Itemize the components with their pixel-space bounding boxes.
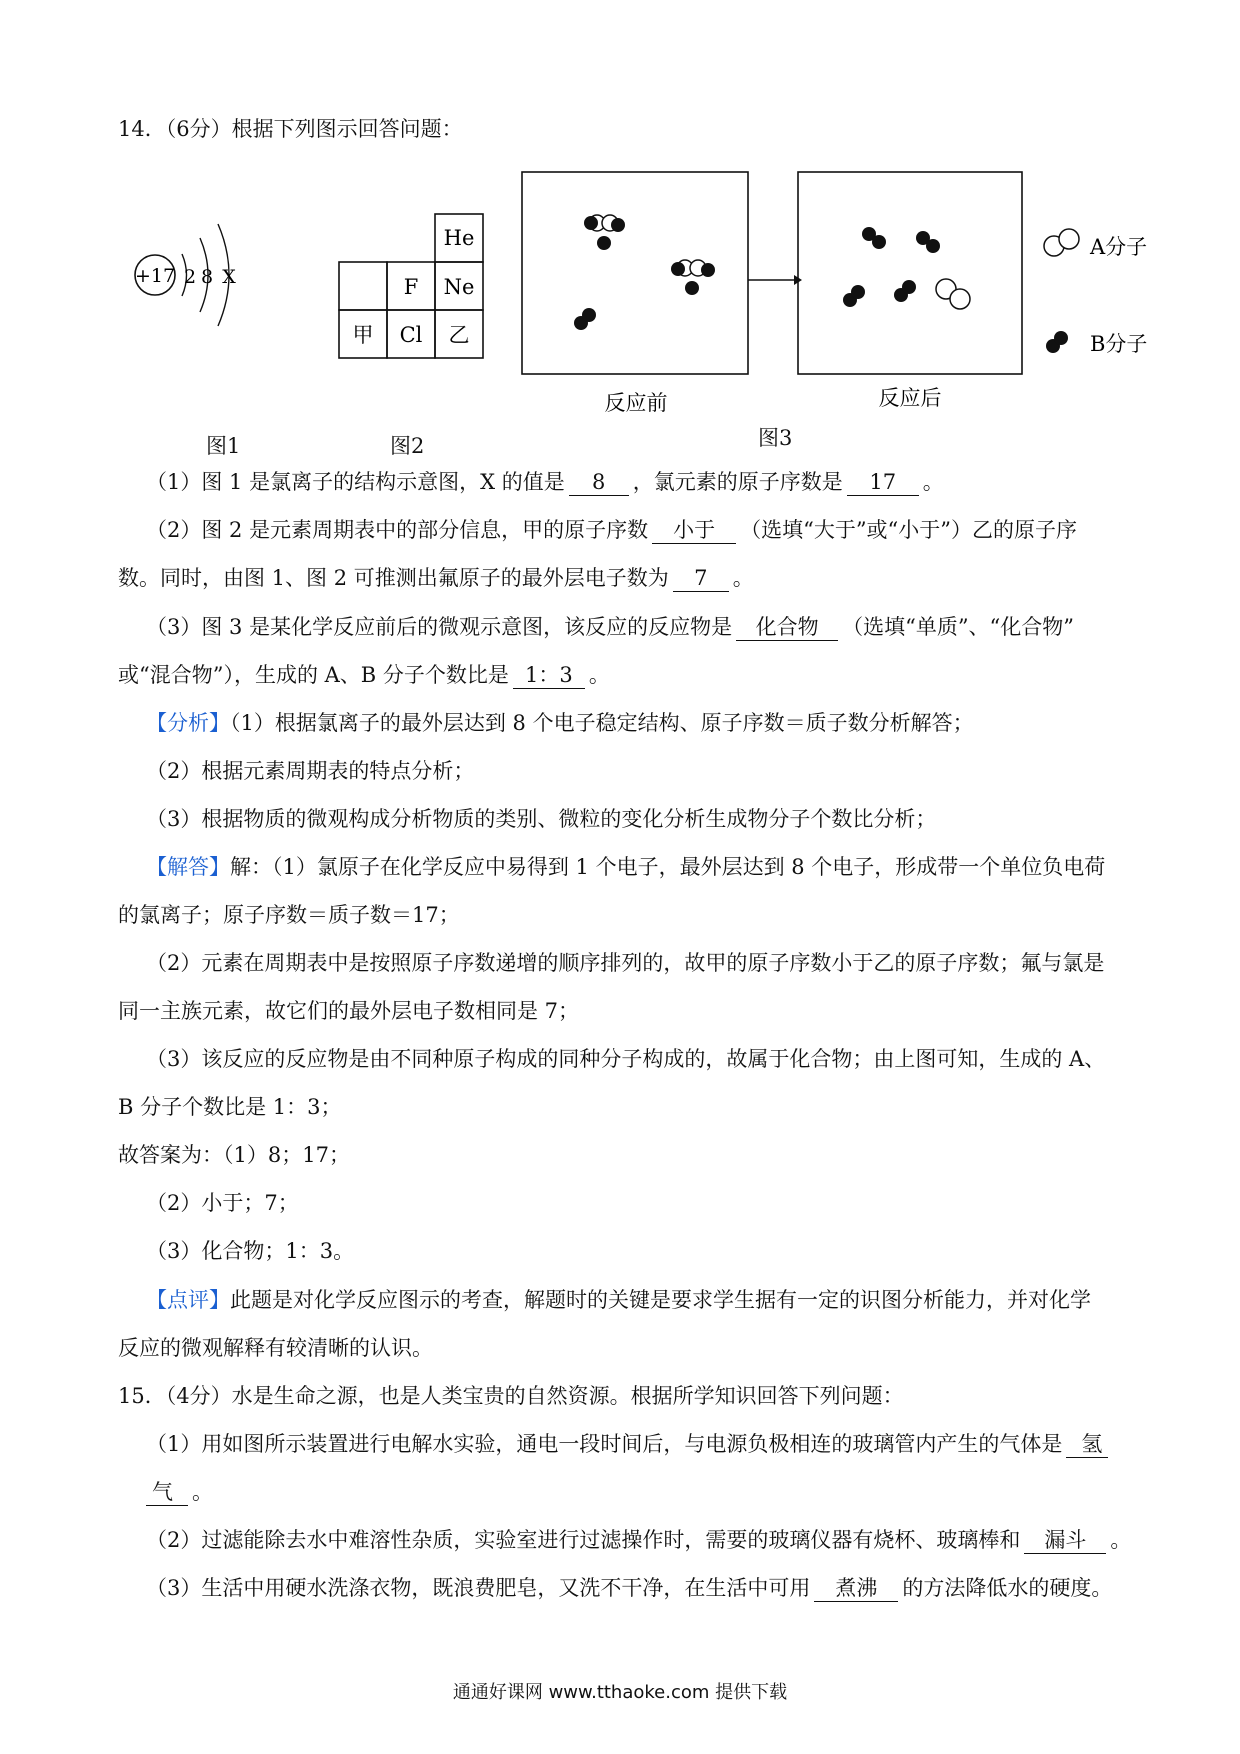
analysis-tag: 【分析】	[146, 711, 230, 735]
q15-part-3	[146, 1573, 1112, 1603]
q14-p2b-text-b: 。	[732, 566, 754, 590]
figure-2-periodic-table	[338, 210, 488, 360]
q14-p1-answer-atomic-number: 17	[847, 469, 919, 496]
solution-line-3: （3）该反应的反应物是由不同种原子构成的同种分子构成的，故属于化合物；由上图可知，生成的 A、	[146, 1047, 1106, 1071]
final-answer-line-1: （2）小于；7；	[146, 1191, 299, 1215]
cell-empty	[339, 262, 387, 310]
q14-part-3	[146, 612, 1074, 642]
shell-1-electrons: 2	[183, 266, 197, 288]
figure-2-caption: 图2	[390, 434, 425, 458]
q14-p3-text-a: （3）图 3 是某化学反应前后的微观示意图，该反应的反应物是	[146, 615, 733, 639]
q14-p2-answer-compare: 小于	[652, 517, 736, 544]
comment-1-text: 此题是对化学反应图示的考查，解题时的关键是要求学生据有一定的识图分析能力，并对化学	[230, 1288, 1091, 1312]
symbol-jia: 甲	[352, 323, 374, 347]
solution-1-text: 解：（1）氯原子在化学反应中易得到 1 个电子，最外层达到 8 个电子，形成带一个单位负电荷	[230, 855, 1106, 879]
q15-p2-answer-funnel: 漏斗	[1024, 1527, 1106, 1554]
figure-3-reaction-diagram	[518, 168, 1158, 430]
q14-p3b-text-a: 或“混合物”），生成的 A、B 分子个数比是	[118, 663, 509, 687]
before-label: 反应前	[604, 391, 668, 415]
question-14-title: 14．（6分）根据下列图示回答问题：	[118, 117, 463, 141]
shell-3-electrons: X	[222, 266, 236, 288]
compound-molecule-2	[671, 260, 715, 295]
figure-3-caption: 图3	[758, 426, 793, 450]
solution-line-2b: 同一主族元素，故它们的最外层电子数相同是 7；	[118, 999, 580, 1023]
figure-1-ion-structure	[128, 208, 258, 338]
q14-p2-text-a: （2）图 2 是元素周期表中的部分信息，甲的原子序数	[146, 518, 649, 542]
legend-b-label: B分子	[1090, 332, 1148, 356]
comment-line-1	[146, 1285, 1091, 1315]
page-footer: 通通好课网 www.tthaoke.com 提供下载	[452, 1682, 788, 1703]
final-answer-line-0: 故答案为：（1）8；17；	[118, 1143, 350, 1167]
q15-p3-text-b: 的方法降低水的硬度。	[902, 1576, 1113, 1600]
after-label: 反应后	[878, 386, 942, 410]
analysis-line-3: （3）根据物质的微观构成分析物质的类别、微粒的变化分析生成物分子个数比分析；	[146, 807, 937, 831]
q15-part-1	[146, 1429, 1112, 1459]
analysis-line-2: （2）根据元素周期表的特点分析；	[146, 759, 475, 783]
comment-line-1b: 反应的微观解释有较清晰的认识。	[118, 1336, 433, 1360]
final-answer-line-2: （3）化合物；1：3。	[146, 1239, 355, 1263]
q15-p1-answer-part-2: 气	[146, 1479, 188, 1506]
q14-part-2	[146, 515, 1077, 545]
q15-p3-text-a: （3）生活中用硬水洗涤衣物，既浪费肥皂，又洗不干净，在生活中可用	[146, 1576, 811, 1600]
b-molecule-after-2	[916, 231, 940, 253]
solution-line-2: （2）元素在周期表中是按照原子序数递增的顺序排列的，故甲的原子序数小于乙的原子序数；氟与氯是	[146, 951, 1105, 975]
symbol-yi: 乙	[448, 323, 470, 347]
solution-line-1	[146, 852, 1105, 882]
q15-p2-text-a: （2）过滤能除去水中难溶性杂质，实验室进行过滤操作时，需要的玻璃仪器有烧杯、玻璃棒和	[146, 1528, 1021, 1552]
analysis-1-text: （1）根据氯离子的最外层达到 8 个电子稳定结构、原子序数＝质子数分析解答；	[230, 711, 974, 735]
symbol-he: He	[443, 226, 475, 250]
q15-part-1-cont	[118, 1477, 213, 1507]
q14-part-3-cont	[118, 660, 610, 690]
q14-p3b-answer-ratio: 1：3	[513, 662, 585, 689]
q14-p2b-text-a: 数。同时，由图 1、图 2 可推测出氟原子的最外层电子数为	[118, 566, 669, 590]
q15-p2-text-b: 。	[1110, 1528, 1132, 1552]
legend-a-label: A分子	[1090, 235, 1148, 259]
q14-p2-text-b: （选填“大于”或“小于”）乙的原子序	[740, 518, 1078, 542]
q15-part-2	[146, 1525, 1131, 1555]
solution-tag: 【解答】	[146, 855, 230, 879]
q14-p3-text-b: （选填“单质”、“化合物”	[842, 615, 1075, 639]
q14-p1-text-b: ，氯元素的原子序数是	[632, 470, 843, 494]
nucleus-charge: +17	[134, 265, 176, 287]
q14-p1-text-a: （1）图 1 是氯离子的结构示意图，X 的值是	[146, 470, 565, 494]
b-molecule-before	[574, 308, 596, 330]
q15-p1-text-a: （1）用如图所示装置进行电解水实验，通电一段时间后，与电源负极相连的玻璃管内产生的气体是	[146, 1432, 1063, 1456]
q14-part-1	[146, 467, 944, 497]
q14-p1-answer-x: 8	[569, 469, 629, 496]
analysis-line-1	[146, 708, 974, 738]
b-molecule-after-4	[894, 280, 916, 302]
question-15-title: 15．（4分）水是生命之源，也是人类宝贵的自然资源。根据所学知识回答下列问题：	[118, 1384, 904, 1408]
symbol-ne: Ne	[443, 275, 475, 299]
figure-1-caption: 图1	[206, 434, 241, 458]
after-box	[798, 172, 1022, 374]
comment-tag: 【点评】	[146, 1288, 230, 1312]
q15-p1-answer-part-1: 氢	[1066, 1431, 1108, 1458]
symbol-f: F	[403, 275, 419, 299]
legend-a-molecule-icon	[1044, 229, 1079, 256]
q15-p1b-text-b: 。	[192, 1480, 213, 1504]
a-molecule-after	[936, 279, 970, 309]
legend-b-molecule-icon	[1046, 331, 1068, 353]
solution-line-1b: 的氯离子；原子序数＝质子数＝17；	[118, 903, 460, 927]
compound-molecule-1	[584, 215, 625, 250]
q14-p1-text-c: 。	[922, 470, 944, 494]
symbol-cl: Cl	[399, 323, 423, 347]
q14-p3b-text-b: 。	[588, 663, 610, 687]
q14-p2b-answer-electrons: 7	[673, 565, 729, 592]
solution-line-3b: B 分子个数比是 1：3；	[118, 1095, 342, 1119]
b-molecule-after-3	[843, 285, 865, 307]
q14-p3-answer-reactant: 化合物	[736, 614, 838, 641]
q15-p3-answer-boil: 煮沸	[814, 1575, 898, 1602]
b-molecule-after-1	[862, 227, 886, 249]
shell-2-electrons: 8	[200, 266, 214, 288]
q14-part-2-cont	[118, 563, 754, 593]
